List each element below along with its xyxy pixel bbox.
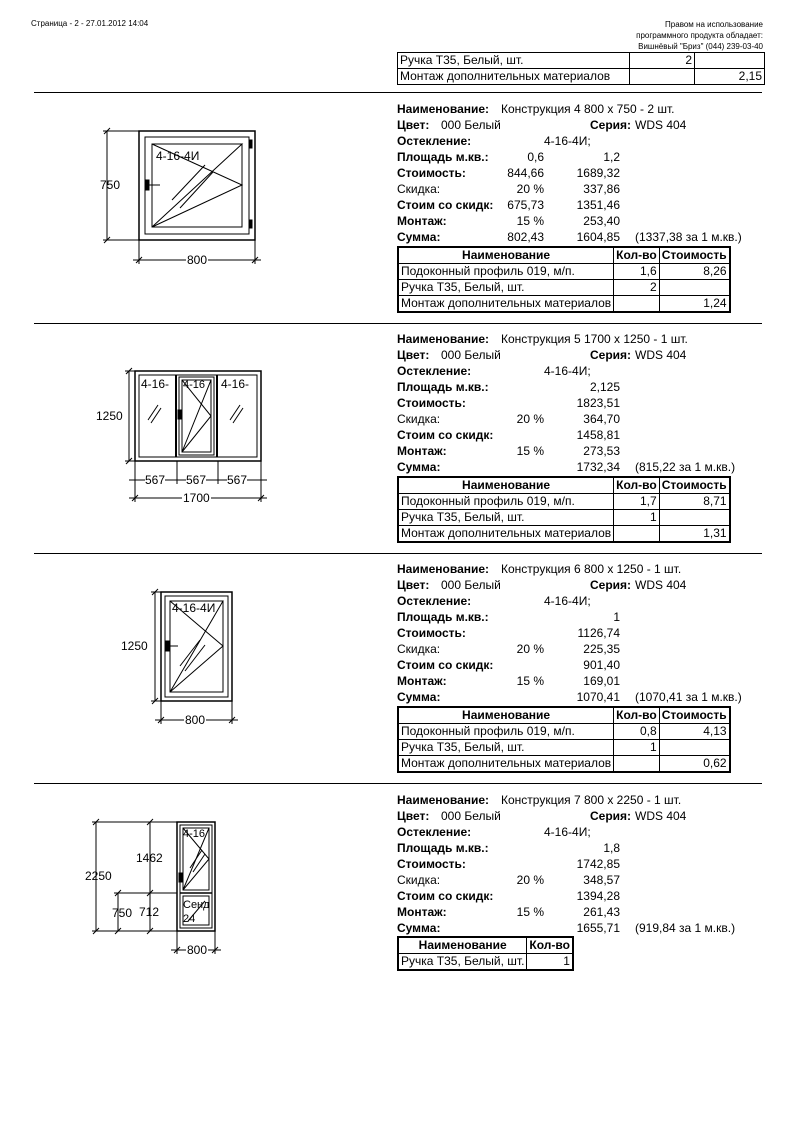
construction-7-items [397,936,574,971]
glass-label: 4-16 [183,828,206,840]
cost-total: 1689,32 [576,166,620,180]
item-name: Ручка Т35, Белый, шт. [398,53,630,69]
dim-section-3: 567 [227,473,248,487]
glass-label-right: 4-16- [221,377,250,391]
col-cost: Стоимость [659,247,729,264]
dim-height: 1250 [121,639,148,653]
label-color: Цвет: [397,118,430,132]
discount-total: 364,70 [583,412,620,426]
label-total: Сумма: [397,921,441,935]
construction-name: Конструкция 4 800 x 750 - 2 шт. [501,102,675,116]
price-per-m2: (1337,38 за 1 м.кв.) [635,230,742,244]
col-name: Наименование [398,247,614,264]
area-total: 1,8 [603,841,620,855]
item-qty: 1,6 [614,264,660,280]
label-glazing: Остекление: [397,594,472,608]
area-total: 1 [613,610,620,624]
sum-total: 1655,71 [576,921,620,935]
page-info: Страница - 2 - 27.01.2012 14:04 [31,19,149,28]
dim-height: 750 [100,178,121,192]
glass-label: 4-16-4И [172,601,216,615]
install-pct: 15 % [516,214,544,228]
cost-total: 1126,74 [577,626,620,640]
item-name: Ручка Т35, Белый, шт. [398,954,527,971]
color-value: 000 Белый [441,118,501,132]
install-pct: 15 % [516,444,544,458]
item-qty: 0,8 [614,724,660,740]
discount-pct: 20 % [516,642,544,656]
construction-name: Конструкция 6 800 x 1250 - 1 шт. [501,562,682,576]
glazing-value: 4-16-4И; [544,134,591,148]
item-name: Подоконный профиль 019, м/п. [398,264,614,280]
install-pct: 15 % [516,905,544,919]
label-area: Площадь м.кв.: [397,610,489,624]
label-series: Серия: [590,348,632,362]
label-series: Серия: [590,118,632,132]
item-name: Монтаж дополнительных материалов [398,296,614,313]
dim-section-1: 567 [145,473,166,487]
glass-label-mid: 4-16 [183,379,206,391]
label-cost: Стоимость: [397,396,466,410]
install-pct: 15 % [516,674,544,688]
label-discount: Скидка: [397,182,441,196]
item-qty: 1,7 [614,494,660,510]
discount-pct: 20 % [516,412,544,426]
label-area: Площадь м.кв.: [397,841,489,855]
label-series: Серия: [590,578,632,592]
item-name: Ручка Т35, Белый, шт. [398,510,614,526]
label-total: Сумма: [397,690,441,704]
rights-line-2: программного продукта обладает: [636,31,763,40]
discounted-total: 901,40 [583,658,620,672]
col-cost: Стоимость [659,477,729,494]
construction-7-info [397,792,763,936]
item-qty: 1 [614,510,660,526]
label-discounted: Стоим со скидк: [397,889,494,903]
label-discounted: Стоим со скидк: [397,198,494,212]
col-name: Наименование [398,707,614,724]
col-qty: Кол-во [614,707,660,724]
series-value: WDS 404 [635,809,687,823]
label-discounted: Стоим со скидк: [397,658,494,672]
label-name: Наименование: [397,102,490,116]
col-qty: Кол-во [527,937,573,954]
dim-lower-outer: 750 [112,906,133,920]
glass-label: 4-16-4И [156,149,200,163]
label-discount: Скидка: [397,873,441,887]
label-cost: Стоимость: [397,166,466,180]
item-name: Подоконный профиль 019, м/п. [398,724,614,740]
label-glazing: Остекление: [397,134,472,148]
price-per-m2: (815,22 за 1 м.кв.) [635,460,736,474]
label-discount: Скидка: [397,412,441,426]
item-name: Монтаж дополнительных материалов [398,526,614,543]
area-total: 1,2 [603,150,620,164]
item-name: Монтаж дополнительных материалов [398,756,614,773]
price-per-m2: (1070,41 за 1 м.кв.) [635,690,742,704]
label-name: Наименование: [397,562,490,576]
glazing-value: 4-16-4И; [544,364,591,378]
glazing-value: 4-16-4И; [544,825,591,839]
item-name: Монтаж дополнительных материалов [398,69,630,85]
discount-total: 337,86 [583,182,620,196]
discount-total: 225,35 [583,642,620,656]
sum-total: 1070,41 [576,690,620,704]
label-color: Цвет: [397,578,430,592]
item-name: Ручка Т35, Белый, шт. [398,740,614,756]
item-qty: 2 [630,53,695,69]
rights-line-1: Правом на использование [665,20,763,29]
color-value: 000 Белый [441,809,501,823]
series-value: WDS 404 [635,118,687,132]
rights-line-3: Вишнёвый "Бриз" (044) 239-03-40 [638,42,763,51]
price-per-m2: (919,84 за 1 м.кв.) [635,921,736,935]
item-cost: 0,62 [659,756,729,773]
label-install: Монтаж: [397,905,447,919]
install-total: 273,53 [583,444,620,458]
item-cost: 1,31 [659,526,729,543]
label-color: Цвет: [397,348,430,362]
series-value: WDS 404 [635,348,687,362]
item-name: Ручка Т35, Белый, шт. [398,280,614,296]
label-total: Сумма: [397,230,441,244]
discounted-total: 1351,46 [576,198,620,212]
label-series: Серия: [590,809,632,823]
sum-total: 1604,85 [576,230,620,244]
item-qty: 2 [614,280,660,296]
table-header [398,937,573,954]
label-discount: Скидка: [397,642,441,656]
area-total: 2,125 [589,380,620,394]
label-cost: Стоимость: [397,857,466,871]
install-total: 169,01 [583,674,620,688]
sandwich-label: Сенд [183,899,210,911]
cost-total: 1823,51 [576,396,620,410]
table-row [398,954,573,971]
dim-section-2: 567 [186,473,207,487]
discount-pct: 20 % [516,873,544,887]
install-total: 253,40 [583,214,620,228]
discount-pct: 20 % [516,182,544,196]
dim-width: 800 [185,713,206,727]
install-total: 261,43 [583,905,620,919]
series-value: WDS 404 [635,578,687,592]
col-qty: Кол-во [614,477,660,494]
area-unit: 0,6 [527,150,544,164]
label-total: Сумма: [397,460,441,474]
col-cost: Стоимость [659,707,729,724]
discounted-unit: 675,73 [507,198,544,212]
label-name: Наименование: [397,793,490,807]
construction-name: Конструкция 5 1700 x 1250 - 1 шт. [501,332,688,346]
item-cost: 2,15 [695,69,765,85]
dim-height: 1250 [96,409,123,423]
cost-unit: 844,66 [507,166,544,180]
discount-total: 348,57 [583,873,620,887]
sum-unit: 802,43 [507,230,544,244]
dim-height: 2250 [85,869,112,883]
label-cost: Стоимость: [397,626,466,640]
label-install: Монтаж: [397,214,447,228]
item-name: Подоконный профиль 019, м/п. [398,494,614,510]
dim-width: 800 [187,253,208,267]
item-cost: 8,71 [659,494,729,510]
label-discounted: Стоим со скидк: [397,428,494,442]
col-name: Наименование [398,937,527,954]
discounted-total: 1394,28 [576,889,620,903]
item-qty: 1 [614,740,660,756]
col-qty: Кол-во [614,247,660,264]
col-name: Наименование [398,477,614,494]
label-install: Монтаж: [397,674,447,688]
item-cost: 4,13 [659,724,729,740]
dim-upper: 1462 [136,851,163,865]
label-name: Наименование: [397,332,490,346]
item-cost: 8,26 [659,264,729,280]
item-cost: 1,24 [659,296,729,313]
glazing-value: 4-16-4И; [544,594,591,608]
sandwich-label-2: 24 [183,913,196,925]
color-value: 000 Белый [441,578,501,592]
label-glazing: Остекление: [397,825,472,839]
dim-width: 1700 [183,491,210,505]
color-value: 000 Белый [441,348,501,362]
label-area: Площадь м.кв.: [397,380,489,394]
label-area: Площадь м.кв.: [397,150,489,164]
sum-total: 1732,34 [576,460,620,474]
discounted-total: 1458,81 [576,428,620,442]
glass-label-left: 4-16- [141,377,170,391]
label-glazing: Остекление: [397,364,472,378]
label-install: Монтаж: [397,444,447,458]
cost-total: 1742,85 [576,857,620,871]
label-color: Цвет: [397,809,430,823]
item-qty: 1 [527,954,573,971]
dim-width: 800 [187,943,208,957]
construction-name: Конструкция 7 800 x 2250 - 1 шт. [501,793,682,807]
dim-lower: 712 [139,905,160,919]
